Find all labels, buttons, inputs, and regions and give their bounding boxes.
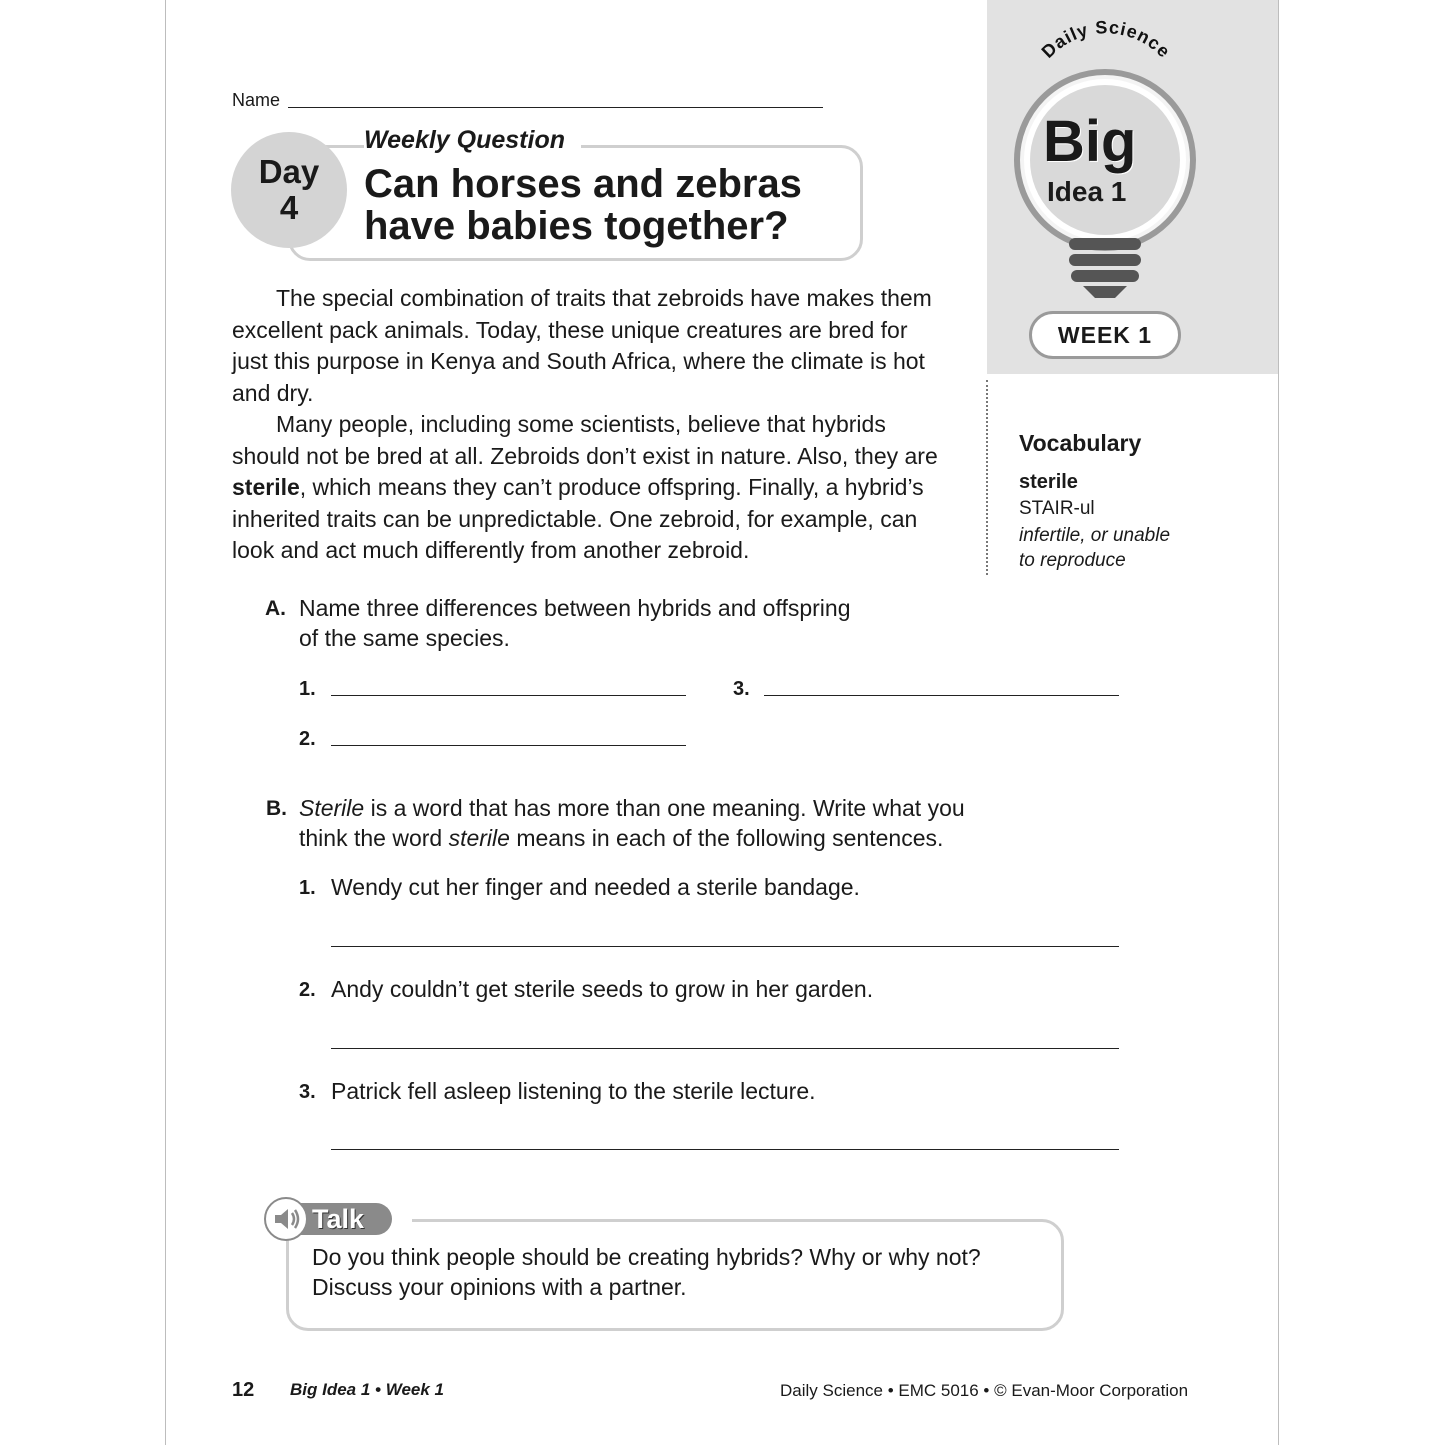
answer-a3-line[interactable] [764, 695, 1119, 696]
talk-line-1: Do you think people should be creating hybrids? Why or why not? [312, 1244, 981, 1270]
name-label: Name [232, 90, 281, 110]
question-b-letter: B. [266, 797, 287, 820]
b-item-2-sentence: Andy couldn’t get sterile seeds to grow in her garden. [331, 976, 874, 1002]
b-item-2-answer-line[interactable] [331, 1048, 1119, 1049]
page-right-edge [1278, 0, 1279, 1445]
b-item-3-number: 3. [299, 1081, 316, 1103]
answer-a2-number: 2. [299, 728, 316, 750]
question-a-line-1: Name three differences between hybrids and offspring [299, 595, 851, 621]
b-item-1-sentence: Wendy cut her finger and needed a sterile bandage. [331, 874, 860, 900]
page-left-edge [165, 0, 166, 1445]
svg-text:Daily Science [1038, 17, 1175, 62]
page-number: 12 [232, 1379, 255, 1401]
question-b-text-span: means in each of the following sentences. [509, 824, 944, 851]
badge-big: Big [1043, 109, 1137, 174]
passage-text: , which means they can’t produce offspring. Finally, a hybrid’s inherited traits can be unpredictable. One zebroid, for example, can look and act much differently from another zebroid. [232, 474, 924, 563]
b-item-3-answer-line[interactable] [331, 1149, 1119, 1150]
talk-prompt [312, 1243, 981, 1302]
vocabulary-pronunciation: STAIR-ul [1019, 498, 1095, 519]
passage-bold-term: sterile [232, 474, 300, 500]
question-b-line-1 [299, 794, 965, 824]
answer-a1-number: 1. [299, 678, 316, 700]
badge-idea: Idea 1 [1047, 176, 1127, 207]
question-b-text [299, 794, 965, 853]
question-b-text-span: think the word [299, 824, 449, 851]
weekly-question-label: Weekly Question [364, 126, 581, 155]
vocabulary-word: sterile [1019, 471, 1078, 493]
footer-credit: Daily Science • EMC 5016 • © Evan-Moor Corporation [780, 1381, 1189, 1400]
day-number: 4 [279, 189, 299, 226]
question-b-line-2 [299, 824, 965, 854]
b-item-2-number: 2. [299, 979, 316, 1001]
name-field[interactable] [288, 107, 823, 108]
weekly-question [364, 163, 802, 247]
b-item-3-sentence: Patrick fell asleep listening to the sterile lecture. [331, 1078, 816, 1104]
vocabulary-definition [1019, 523, 1170, 573]
answer-a3-number: 3. [733, 678, 750, 700]
italic-term: Sterile [299, 795, 365, 821]
vocabulary-heading: Vocabulary [1019, 430, 1142, 456]
question-a-letter: A. [265, 597, 286, 620]
b-item-1-number: 1. [299, 877, 316, 899]
definition-line-1: infertile, or unable [1019, 525, 1171, 546]
reading-passage [232, 283, 942, 567]
question-line-2: have babies together? [364, 204, 789, 248]
passage-text: Many people, including some scientists, believe that hybrids should not be bred at all. Zebroids don’t exist in nature. Also, they are [232, 411, 938, 469]
day-circle [231, 132, 347, 248]
passage-paragraph-1: The special combination of traits that zebroids have makes them excellent pack animals. Today, these unique creatures are bred for just this purpose in Kenya and South Africa, where the climate is hot and dry. [232, 285, 932, 406]
week-badge: WEEK 1 [1029, 311, 1181, 359]
question-a-text [299, 594, 850, 653]
badge-arc-text: Daily Science [1037, 17, 1175, 62]
day-word: Day [258, 153, 320, 190]
question-line-1: Can horses and zebras [364, 162, 802, 206]
definition-line-2: to reproduce [1019, 550, 1126, 571]
italic-term: sterile [448, 824, 510, 851]
footer-section: Big Idea 1 • Week 1 [290, 1380, 444, 1399]
passage-paragraph-2 [232, 409, 942, 567]
talk-label: Talk [282, 1203, 392, 1235]
question-a-line-2: of the same species. [299, 624, 510, 651]
b-item-1-answer-line[interactable] [331, 946, 1119, 947]
question-b-text-span: is a word that has more than one meaning. Write what you [364, 795, 965, 821]
speaker-icon [264, 1197, 308, 1241]
sidebar-divider [986, 380, 988, 575]
answer-a1-line[interactable] [331, 695, 686, 696]
answer-a2-line[interactable] [331, 745, 686, 746]
talk-line-2: Discuss your opinions with a partner. [312, 1273, 687, 1300]
